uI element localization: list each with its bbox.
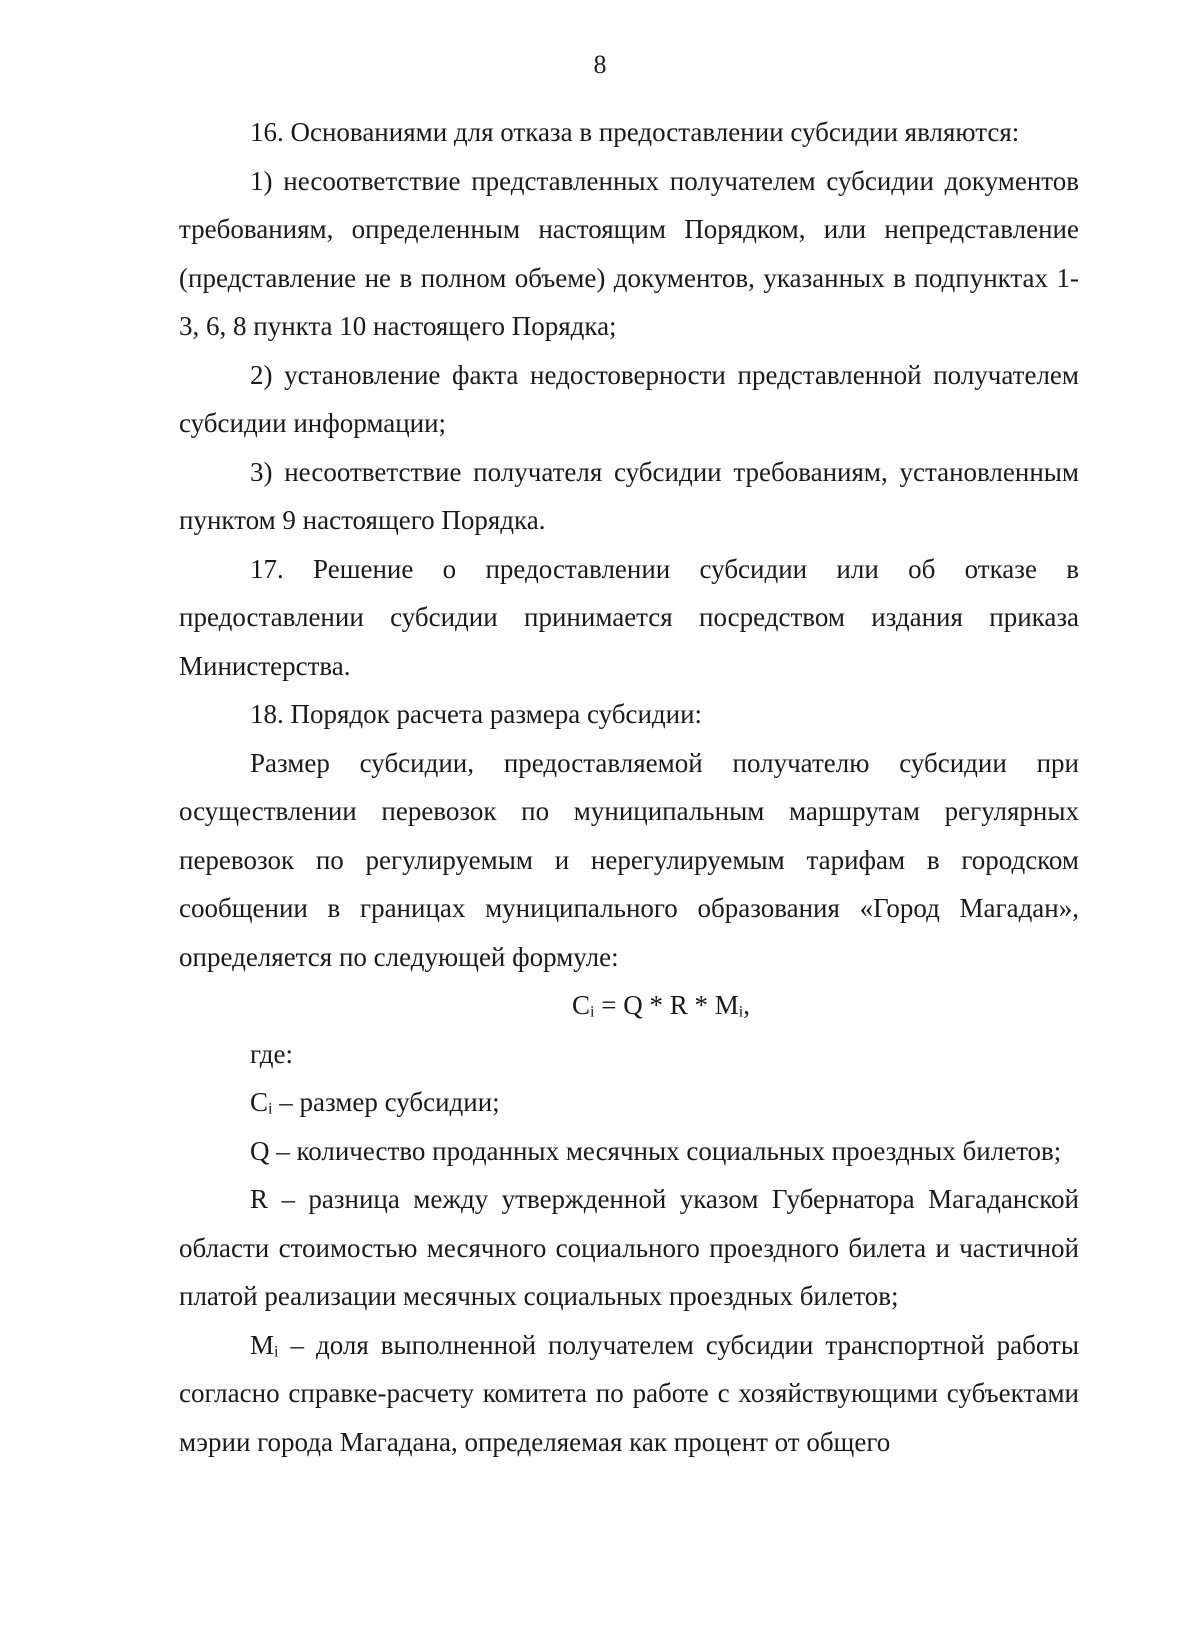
formula-c-subscript: i: [590, 1002, 595, 1021]
page-number: 8: [593, 50, 607, 79]
paragraph-18-text: Размер субсидии, предоставляемой получателю субсидии при осуществлении перевозок по муниципальным маршрутам регулярных перевозок по регулируемым и нерегулируемым тарифам в городском сообщении в границах муниципального образования «Город Магадан», определяется по следующей формуле:: [179, 747, 1079, 972]
definition-q: Q – количество проданных месячных социальных проездных билетов;: [250, 1135, 1062, 1166]
definition-ci: [179, 1078, 1079, 1127]
formula-c: C: [571, 990, 590, 1020]
paragraph-17: 17. Решение о предоставлении субсидии или об отказе в предоставлении субсидии принимается посредством издания приказа Министерства.: [179, 553, 1079, 681]
formula-middle: = Q * R * M: [594, 990, 739, 1020]
definition-ci-text: – размер субсидии;: [272, 1087, 500, 1117]
definition-mi-text: – доля выполненной получателем субсидии транспортной работы согласно справке-расчету комитета по работе с хозяйствующими субъектами мэрии города Магадана, определяемая как процент от общего: [179, 1329, 1079, 1457]
definition-r: R – разница между утвержденной указом Губернатора Магаданской области стоимостью месячного социального проездного билета и частичной платой реализации месячных социальных проездных билетов;: [179, 1184, 1079, 1311]
formula-end: ,: [743, 990, 750, 1020]
symbol-c-subscript: i: [268, 1099, 273, 1118]
paragraph-16-item-3: 3) несоответствие получателя субсидии требованиям, установленным пунктом 9 настоящего Порядка.: [179, 456, 1079, 535]
symbol-m-subscript: i: [274, 1341, 279, 1360]
definition-mi: [179, 1321, 1079, 1467]
where-label: где:: [250, 1038, 293, 1069]
formula-m-subscript: i: [738, 1002, 744, 1021]
paragraph-16-item-1: 1) несоответствие представленных получателем субсидии документов требованиям, определенным настоящим Порядком, или непредставление (представление не в полном объеме) документов, указанных в подпунктах 1-3, 6, 8 пункта 10 настоящего Порядка;: [179, 165, 1079, 341]
subsidy-formula: [179, 981, 1079, 1030]
symbol-c: C: [250, 1087, 269, 1117]
paragraph-16: 16. Основаниями для отказа в предоставлении субсидии являются:: [250, 117, 1020, 147]
symbol-m: M: [250, 1329, 275, 1360]
document-body: [179, 108, 1079, 1466]
paragraph-18: 18. Порядок расчета размера субсидии:: [250, 699, 703, 729]
paragraph-16-item-2: 2) установление факта недостоверности представленной получателем субсидии информации;: [179, 359, 1079, 438]
